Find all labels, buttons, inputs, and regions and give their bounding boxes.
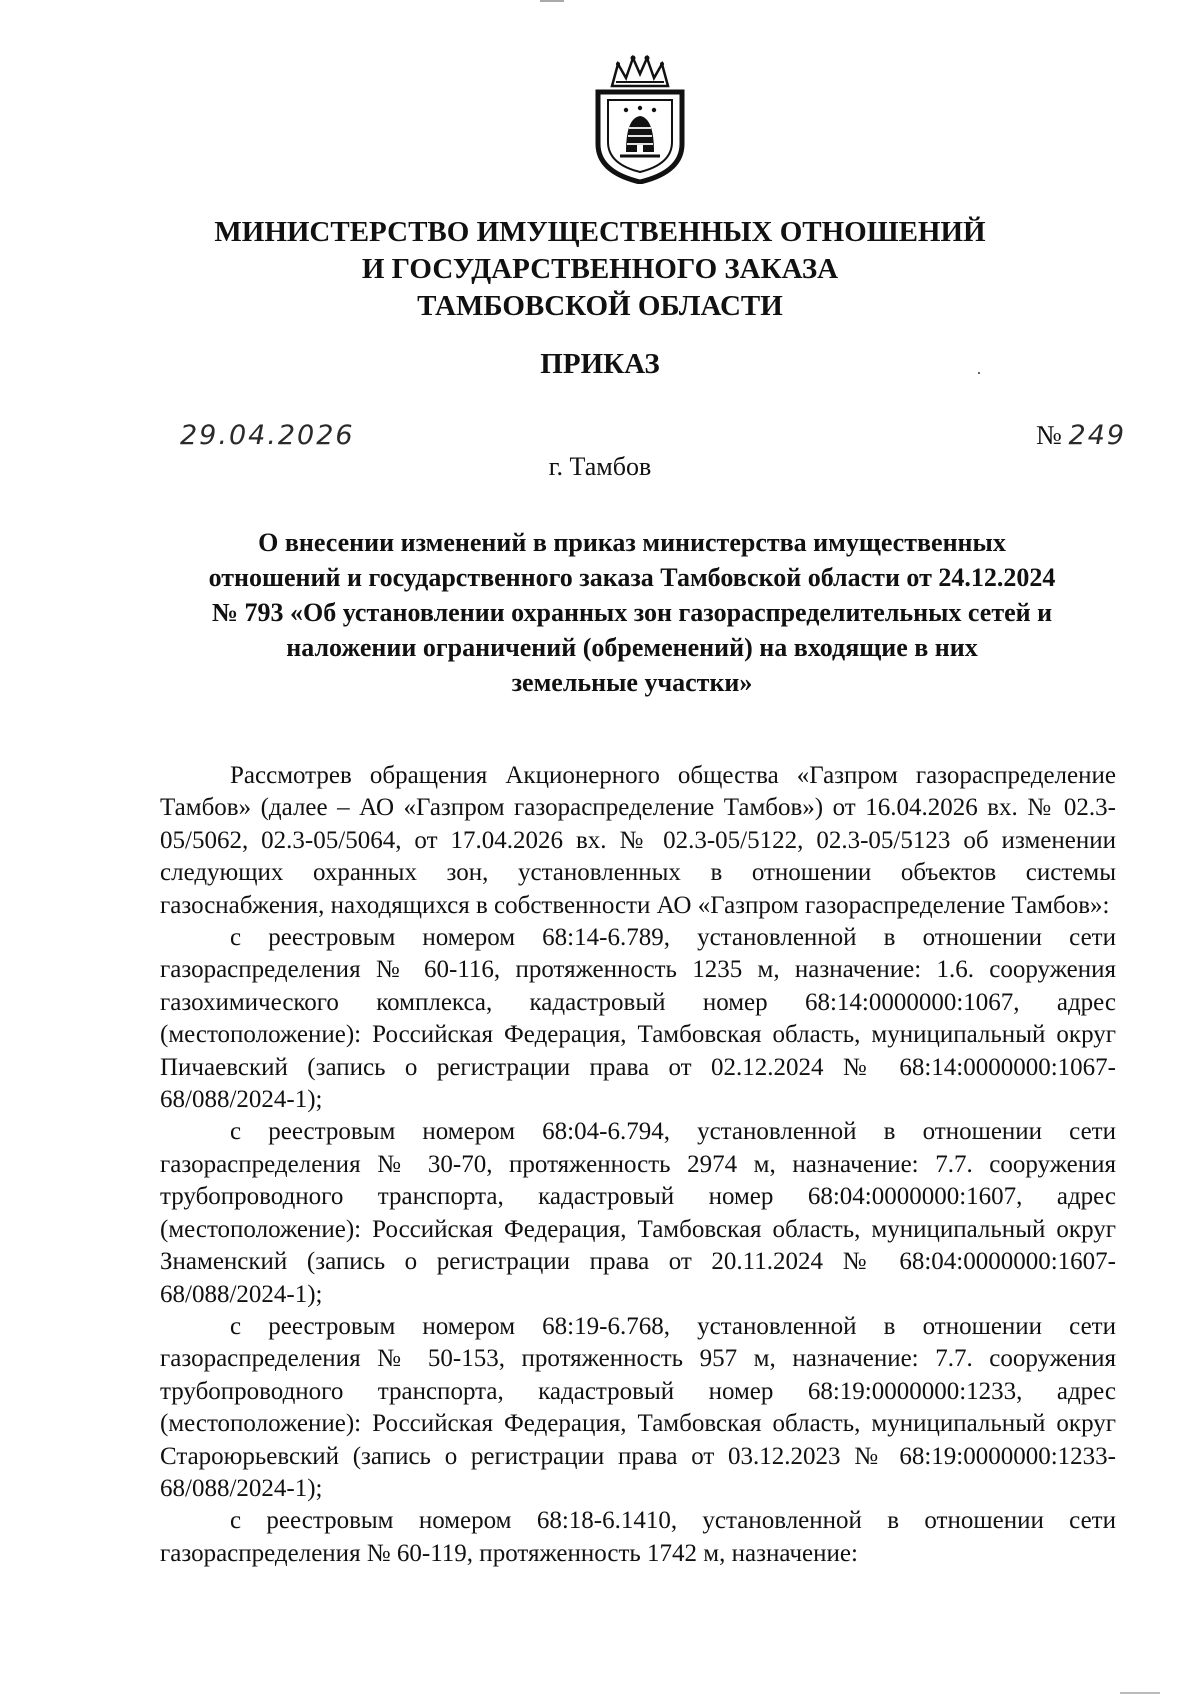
handwritten-date: 29.04.2026 <box>180 420 355 451</box>
handwritten-number: 249 <box>1068 420 1127 451</box>
subject-line: № 793 «Об установлении охранных зон газораспределительных сетей и <box>211 598 1053 627</box>
city-name: г. Тамбов <box>548 452 652 481</box>
scan-artifact <box>978 372 980 374</box>
ministry-line-2: И ГОСУДАРСТВЕННОГО ЗАКАЗА <box>361 253 839 285</box>
body-paragraph-zone-3: с реестровым номером 68:19-6.768, установленной в отношении сети газораспределения № 50-153, протяженность 957 м, назначение: 7.7. сооружения трубопроводного транспорта, кадастровый номер 68:19:0000000:1233, адрес (местоположение): Российская Федерация, Тамбовская область, муниципальный округ Староюрьевский (запись о регистрации права от 03.12.2023 № 68:19:0000000:1233-68/088/2024-1); <box>160 1312 1116 1502</box>
body-paragraph-zone-1: с реестровым номером 68:14-6.789, установленной в отношении сети газораспределения № 60-116, протяженность 1235 м, назначение: 1.6. сооружения газохимического комплекса, кадастровый номер 68:14:0000000:1067, адрес (местоположение): Российская Федерация, Тамбовская область, муниципальный округ Пичаевский (запись о регистрации права от 02.12.2024 № 68:14:0000000:1067-68/088/2024-1); <box>160 924 1116 1114</box>
body-paragraph-zone-2: с реестровым номером 68:04-6.794, установленной в отношении сети газораспределения № 30-70, протяженность 2974 м, назначение: 7.7. сооружения трубопроводного транспорта, кадастровый номер 68:04:0000000:1607, адрес (местоположение): Российская Федерация, Тамбовская область, муниципальный округ Знаменский (запись о регистрации права от 20.11.2024 № 68:04:0000000:1607-68/088/2024-1); <box>160 1118 1116 1308</box>
subject-line: земельные участки» <box>511 668 753 697</box>
document-type-title: ПРИКАЗ <box>540 348 660 380</box>
ministry-name <box>160 214 1040 325</box>
order-subject <box>160 525 1104 700</box>
order-body <box>160 760 1116 1570</box>
scan-artifact <box>1120 1692 1160 1694</box>
scan-artifact <box>540 0 564 2</box>
body-paragraph-zone-4: с реестровым номером 68:18-6.1410, установленной в отношении сети газораспределения № 60-119, протяженность 1742 м, назначение: <box>160 1507 1116 1567</box>
subject-line: О внесении изменений в приказ министерства имущественных <box>258 528 1006 557</box>
number-sign: № <box>1036 420 1062 450</box>
order-number <box>1036 420 1126 451</box>
body-paragraph-preamble: Рассмотрев обращения Акционерного общества «Газпром газораспределение Тамбов» (далее – АО «Газпром газораспределение Тамбов») от 16.04.2026 вх. № 02.3-05/5062, 02.3-05/5064, от 17.04.2026 вх. № 02.3-05/5122, 02.3-05/5123 об изменении следующих охранных зон, установленных в отношении объектов системы газоснабжения, находящихся в собственности АО «Газпром газораспределение Тамбов»: <box>160 762 1116 919</box>
subject-line: отношений и государственного заказа Тамбовской области от 24.12.2024 <box>208 563 1056 592</box>
ministry-line-3: ТАМБОВСКОЙ ОБЛАСТИ <box>417 290 783 322</box>
ministry-line-1: МИНИСТЕРСТВО ИМУЩЕСТВЕННЫХ ОТНОШЕНИЙ <box>214 216 986 248</box>
coat-of-arms-icon <box>590 52 690 184</box>
subject-line: наложении ограничений (обременений) на входящие в них <box>286 633 978 662</box>
